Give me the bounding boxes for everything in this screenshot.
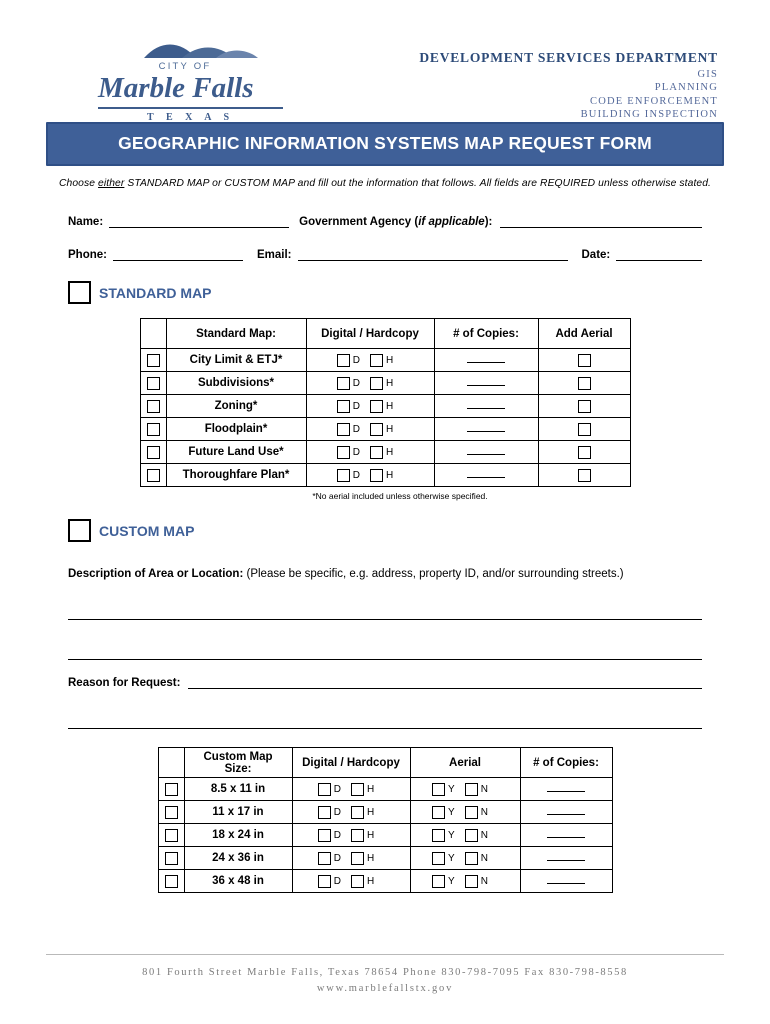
map-name-cell: Floodplain* — [166, 418, 306, 441]
map-name-cell: Subdivisions* — [166, 372, 306, 395]
hardcopy-checkbox[interactable] — [370, 354, 383, 367]
copies-cell[interactable] — [520, 778, 612, 801]
custom-map-table-wrap — [46, 747, 724, 893]
row-checkbox[interactable] — [147, 400, 160, 413]
row-select-cell[interactable] — [140, 441, 166, 464]
table-row — [158, 847, 612, 870]
row-checkbox[interactable] — [147, 377, 160, 390]
description-label-rest: (Please be specific, e.g. address, property ID, and/or surrounding streets.) — [243, 568, 624, 580]
custom-map-label: CUSTOM MAP — [99, 522, 195, 539]
row-select-cell[interactable] — [158, 801, 184, 824]
copies-cell[interactable] — [434, 464, 538, 487]
standard-map-label: STANDARD MAP — [99, 284, 212, 301]
hardcopy-label: H — [367, 806, 375, 818]
row-checkbox[interactable] — [147, 354, 160, 367]
map-name-cell: City Limit & ETJ* — [166, 349, 306, 372]
digital-label: D — [333, 783, 341, 795]
digital-label: D — [333, 852, 341, 864]
row-checkbox[interactable] — [147, 423, 160, 436]
aerial-no-label: N — [480, 852, 488, 864]
digital-label: D — [352, 354, 360, 366]
aerial-yes-checkbox[interactable] — [432, 875, 445, 888]
hardcopy-checkbox[interactable] — [370, 423, 383, 436]
applicant-fields — [46, 215, 724, 261]
aerial-checkbox[interactable] — [578, 469, 591, 482]
digital-hardcopy-cell[interactable] — [306, 418, 434, 441]
digital-label: D — [352, 400, 360, 412]
map-name-cell: Future Land Use* — [166, 441, 306, 464]
name-agency-row — [68, 215, 702, 228]
custom-map-table — [158, 747, 613, 893]
size-cell: 36 x 48 in — [184, 870, 292, 893]
department-line-gis: GIS — [697, 68, 718, 80]
hardcopy-label: H — [386, 354, 394, 366]
digital-checkbox[interactable] — [337, 423, 350, 436]
digital-checkbox[interactable] — [318, 852, 331, 865]
copies-input[interactable] — [467, 354, 505, 363]
row-select-cell[interactable] — [158, 870, 184, 893]
aerial-checkbox[interactable] — [578, 423, 591, 436]
digital-hardcopy-cell[interactable] — [306, 464, 434, 487]
department-line-planning: PLANNING — [654, 82, 718, 93]
table-row — [140, 464, 630, 487]
table-row — [140, 372, 630, 395]
map-name-cell: Zoning* — [166, 395, 306, 418]
description-input-line-1[interactable] — [68, 594, 702, 620]
digital-checkbox[interactable] — [318, 783, 331, 796]
aerial-cell[interactable] — [538, 395, 630, 418]
size-cell: 11 x 17 in — [184, 801, 292, 824]
hardcopy-label: H — [386, 400, 394, 412]
standard-map-section-header — [46, 281, 724, 304]
hills-icon — [98, 38, 296, 60]
aerial-cell[interactable] — [538, 441, 630, 464]
copies-col-header: # of Copies: — [434, 319, 538, 349]
row-checkbox[interactable] — [147, 446, 160, 459]
aerial-yes-label: Y — [448, 852, 455, 864]
table-row — [158, 801, 612, 824]
aerial-cell[interactable] — [410, 801, 520, 824]
department-title: DEVELOPMENT SERVICES DEPARTMENT — [419, 50, 718, 65]
phone-email-date-row — [68, 248, 702, 261]
copies-cell[interactable] — [434, 372, 538, 395]
digital-hardcopy-cell[interactable] — [306, 395, 434, 418]
page-footer — [46, 954, 724, 994]
aerial-no-checkbox[interactable] — [465, 852, 478, 865]
digital-hardcopy-cell[interactable] — [292, 801, 410, 824]
aerial-yes-checkbox[interactable] — [432, 852, 445, 865]
digital-hardcopy-cell[interactable] — [292, 847, 410, 870]
table-row — [140, 418, 630, 441]
copies-cell[interactable] — [434, 395, 538, 418]
copies-input[interactable] — [467, 446, 505, 455]
hardcopy-label: H — [386, 469, 394, 481]
standard-map-checkbox[interactable] — [68, 281, 91, 304]
table-row — [158, 870, 612, 893]
logo-state: T E X A S — [146, 112, 235, 124]
copies-cell[interactable] — [520, 801, 612, 824]
digital-label: D — [352, 377, 360, 389]
aerial-cell[interactable] — [410, 847, 520, 870]
digital-label: D — [352, 469, 360, 481]
aerial-cell[interactable] — [538, 464, 630, 487]
aerial-cell[interactable] — [538, 372, 630, 395]
table-header-row — [140, 319, 630, 349]
city-logo — [46, 38, 296, 123]
aerial-cell[interactable] — [538, 349, 630, 372]
standard-map-col-header: Standard Map: — [166, 319, 306, 349]
hardcopy-label: H — [386, 423, 394, 435]
aerial-no-label: N — [480, 783, 488, 795]
aerial-yes-checkbox[interactable] — [432, 783, 445, 796]
instructions-post: STANDARD MAP or CUSTOM MAP and fill out the information that follows. All fields are REQUIRED unless otherwise stated. — [124, 178, 712, 189]
row-checkbox[interactable] — [147, 469, 160, 482]
digital-label: D — [333, 829, 341, 841]
table-row — [140, 395, 630, 418]
reason-row — [68, 676, 702, 689]
phone-input[interactable] — [113, 248, 243, 261]
digital-label: D — [333, 875, 341, 887]
copies-input[interactable] — [547, 829, 585, 838]
agency-label-end: ): — [484, 216, 493, 228]
form-instructions — [46, 178, 724, 189]
phone-label: Phone: — [68, 249, 107, 261]
digital-checkbox[interactable] — [337, 354, 350, 367]
map-name-cell: Thoroughfare Plan* — [166, 464, 306, 487]
row-select-cell[interactable] — [158, 847, 184, 870]
aerial-yes-label: Y — [448, 829, 455, 841]
digital-label: D — [333, 806, 341, 818]
size-cell: 24 x 36 in — [184, 847, 292, 870]
aerial-checkbox[interactable] — [578, 377, 591, 390]
digital-checkbox[interactable] — [337, 446, 350, 459]
hardcopy-checkbox[interactable] — [351, 806, 364, 819]
table-row — [140, 349, 630, 372]
digital-label: D — [352, 423, 360, 435]
row-checkbox[interactable] — [165, 783, 178, 796]
hardcopy-label: H — [367, 783, 375, 795]
copies-input[interactable] — [467, 377, 505, 386]
copies-cell[interactable] — [520, 847, 612, 870]
aerial-cell[interactable] — [538, 418, 630, 441]
instructions-either: either — [98, 178, 125, 189]
table-row — [158, 824, 612, 847]
table-row — [158, 778, 612, 801]
description-label — [68, 568, 702, 580]
aerial-col-header: Aerial — [410, 748, 520, 778]
digital-checkbox[interactable] — [318, 806, 331, 819]
row-select-cell[interactable] — [140, 349, 166, 372]
digital-hardcopy-cell[interactable] — [292, 778, 410, 801]
custom-size-col-header: Custom Map Size: — [184, 748, 292, 778]
hardcopy-checkbox[interactable] — [351, 783, 364, 796]
logo-divider — [98, 107, 283, 109]
aerial-cell[interactable] — [410, 870, 520, 893]
footer-website[interactable]: www.marblefallstx.gov — [316, 983, 454, 994]
copies-cell[interactable] — [434, 441, 538, 464]
digital-label: D — [352, 446, 360, 458]
aerial-yes-checkbox[interactable] — [432, 829, 445, 842]
digital-hardcopy-cell[interactable] — [306, 349, 434, 372]
footer-address: 801 Fourth Street Marble Falls, Texas 78654 Phone 830-798-7095 Fax 830-798-8558 — [142, 967, 628, 978]
agency-label-main: Government Agency ( — [299, 216, 419, 228]
size-cell: 8.5 x 11 in — [184, 778, 292, 801]
digital-checkbox[interactable] — [337, 469, 350, 482]
hardcopy-checkbox[interactable] — [351, 829, 364, 842]
table-header-row — [158, 748, 612, 778]
hardcopy-label: H — [386, 377, 394, 389]
digital-hardcopy-cell[interactable] — [292, 824, 410, 847]
agency-label-italic: if applicable — [418, 216, 485, 228]
hardcopy-checkbox[interactable] — [370, 377, 383, 390]
aerial-yes-label: Y — [448, 783, 455, 795]
row-checkbox[interactable] — [165, 875, 178, 888]
agency-input[interactable] — [500, 215, 702, 228]
aerial-no-label: N — [480, 875, 488, 887]
logo-city-name: Marble Falls — [98, 72, 254, 104]
aerial-no-checkbox[interactable] — [465, 829, 478, 842]
hardcopy-checkbox[interactable] — [370, 400, 383, 413]
copies-input[interactable] — [547, 783, 585, 792]
size-cell: 18 x 24 in — [184, 824, 292, 847]
digital-hardcopy-col-header: Digital / Hardcopy — [292, 748, 410, 778]
logo-city-of: CITY OF — [158, 61, 212, 72]
digital-hardcopy-cell[interactable] — [292, 870, 410, 893]
table-row — [140, 441, 630, 464]
copies-input[interactable] — [547, 806, 585, 815]
select-col-header — [158, 748, 184, 778]
copies-input[interactable] — [467, 469, 505, 478]
hardcopy-checkbox[interactable] — [351, 875, 364, 888]
aerial-no-label: N — [480, 806, 488, 818]
aerial-checkbox[interactable] — [578, 354, 591, 367]
description-input-line-2[interactable] — [68, 634, 702, 660]
digital-hardcopy-cell[interactable] — [306, 441, 434, 464]
aerial-yes-label: Y — [448, 875, 455, 887]
reason-label: Reason for Request: — [68, 677, 181, 689]
row-select-cell[interactable] — [140, 372, 166, 395]
hardcopy-checkbox[interactable] — [370, 446, 383, 459]
hardcopy-label: H — [367, 852, 375, 864]
copies-input[interactable] — [467, 400, 505, 409]
agency-label — [299, 216, 492, 228]
name-label: Name: — [68, 216, 104, 228]
copies-input[interactable] — [467, 423, 505, 432]
digital-checkbox[interactable] — [337, 377, 350, 390]
hardcopy-label: H — [367, 829, 375, 841]
page-header — [46, 0, 724, 124]
standard-map-table — [140, 318, 631, 487]
aerial-yes-checkbox[interactable] — [432, 806, 445, 819]
copies-cell[interactable] — [520, 870, 612, 893]
row-select-cell[interactable] — [158, 778, 184, 801]
name-input[interactable] — [109, 215, 289, 228]
aerial-cell[interactable] — [410, 778, 520, 801]
hardcopy-checkbox[interactable] — [351, 852, 364, 865]
custom-map-section-header — [46, 519, 724, 542]
department-line-building-inspection: BUILDING INSPECTION — [580, 109, 718, 120]
date-label: Date: — [581, 249, 611, 261]
aerial-col-header: Add Aerial — [538, 319, 630, 349]
digital-hardcopy-cell[interactable] — [306, 372, 434, 395]
hardcopy-label: H — [386, 446, 394, 458]
row-checkbox[interactable] — [165, 829, 178, 842]
aerial-no-checkbox[interactable] — [465, 806, 478, 819]
department-line-code-enforcement: CODE ENFORCEMENT — [590, 95, 718, 107]
aerial-yes-label: Y — [448, 806, 455, 818]
row-checkbox[interactable] — [165, 852, 178, 865]
copies-col-header: # of Copies: — [520, 748, 612, 778]
aerial-no-checkbox[interactable] — [465, 783, 478, 796]
row-select-cell[interactable] — [140, 418, 166, 441]
row-checkbox[interactable] — [165, 806, 178, 819]
hardcopy-label: H — [367, 875, 375, 887]
copies-cell[interactable] — [434, 349, 538, 372]
copies-cell[interactable] — [520, 824, 612, 847]
copies-input[interactable] — [547, 852, 585, 861]
standard-map-footnote: *No aerial included unless otherwise specified. — [312, 491, 488, 501]
select-col-header — [140, 319, 166, 349]
aerial-checkbox[interactable] — [578, 400, 591, 413]
email-input[interactable] — [298, 248, 568, 261]
form-title: GEOGRAPHIC INFORMATION SYSTEMS MAP REQUEST FORM — [46, 122, 724, 166]
digital-checkbox[interactable] — [337, 400, 350, 413]
aerial-checkbox[interactable] — [578, 446, 591, 459]
department-block — [419, 38, 724, 120]
custom-map-checkbox[interactable] — [68, 519, 91, 542]
copies-input[interactable] — [547, 875, 585, 884]
hardcopy-checkbox[interactable] — [370, 469, 383, 482]
row-select-cell[interactable] — [140, 395, 166, 418]
email-label: Email: — [256, 249, 292, 261]
digital-hardcopy-col-header: Digital / Hardcopy — [306, 319, 434, 349]
standard-map-table-wrap — [46, 318, 724, 501]
row-select-cell[interactable] — [140, 464, 166, 487]
aerial-no-checkbox[interactable] — [465, 875, 478, 888]
date-input[interactable] — [616, 248, 702, 261]
aerial-cell[interactable] — [410, 824, 520, 847]
instructions-pre: Choose — [58, 178, 99, 189]
description-label-bold: Description of Area or Location: — [68, 568, 244, 580]
reason-input-line-2[interactable] — [68, 703, 702, 729]
reason-input[interactable] — [188, 676, 702, 689]
row-select-cell[interactable] — [158, 824, 184, 847]
copies-cell[interactable] — [434, 418, 538, 441]
custom-map-description-block — [46, 568, 724, 729]
aerial-no-label: N — [480, 829, 488, 841]
digital-checkbox[interactable] — [318, 875, 331, 888]
digital-checkbox[interactable] — [318, 829, 331, 842]
